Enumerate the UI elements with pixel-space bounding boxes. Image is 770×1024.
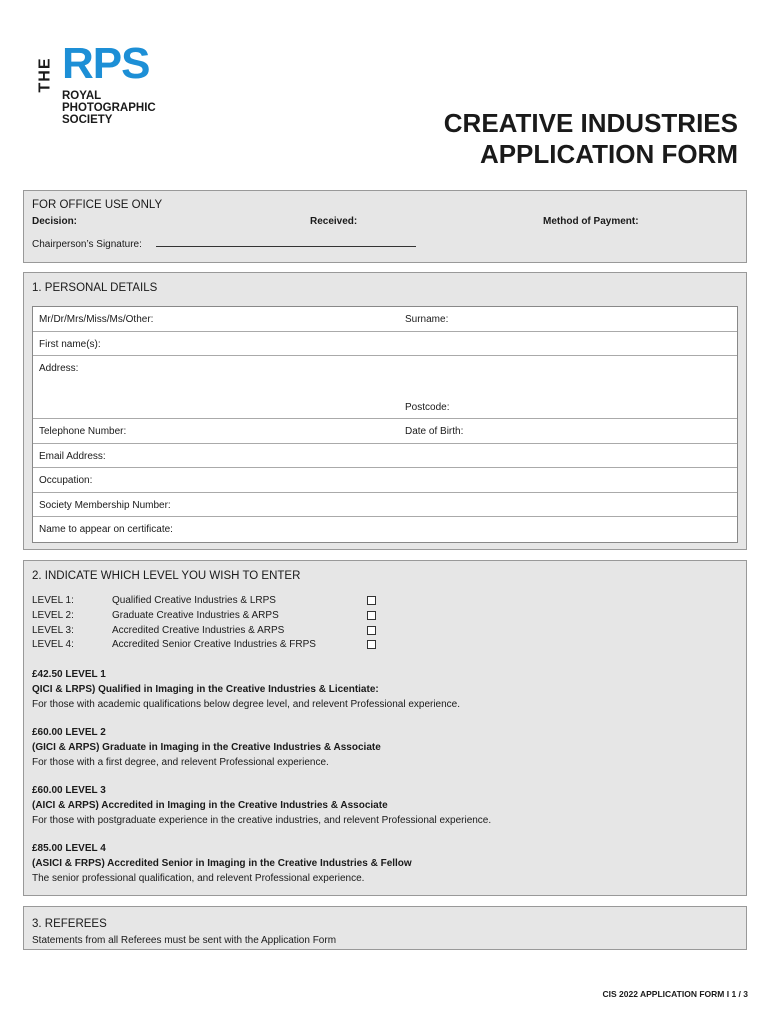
level-description: The senior professional qualification, and relevent Professional experience.	[32, 873, 365, 884]
address-field-label[interactable]: Address:	[39, 363, 79, 374]
membership-row	[33, 493, 737, 518]
level-code: LEVEL 3:	[32, 625, 74, 636]
level-name: Qualified Creative Industries & LRPS	[112, 595, 276, 606]
first-names-row	[33, 332, 737, 357]
telephone-dob-row	[33, 419, 737, 444]
level-4-checkbox[interactable]	[367, 640, 376, 649]
signature-line[interactable]	[156, 246, 416, 247]
occupation-field-label[interactable]: Occupation:	[39, 475, 93, 486]
address-row	[33, 356, 737, 419]
referees-panel	[23, 906, 747, 950]
membership-field-label[interactable]: Society Membership Number:	[39, 499, 171, 511]
level-name: Accredited Senior Creative Industries & FRPS	[112, 639, 316, 650]
chairperson-signature-label: Chairperson’s Signature:	[32, 239, 142, 250]
level-detail	[32, 725, 732, 770]
personal-details-heading: 1. PERSONAL DETAILS	[32, 282, 158, 294]
logo-line-society: SOCIETY	[62, 114, 113, 126]
title-surname-row	[33, 307, 737, 332]
occupation-row	[33, 468, 737, 493]
level-option	[32, 595, 372, 609]
logo-line-photographic: PHOTOGRAPHIC	[62, 102, 156, 114]
level-code: LEVEL 1:	[32, 595, 74, 606]
payment-method-label: Method of Payment:	[543, 216, 639, 227]
level-detail	[32, 783, 732, 828]
level-qualification: (ASICI & FRPS) Accredited Senior in Imaging in the Creative Industries & Fellow	[32, 858, 412, 869]
level-heading: 2. INDICATE WHICH LEVEL YOU WISH TO ENTER	[32, 570, 301, 582]
level-option	[32, 639, 372, 653]
level-description: For those with postgraduate experience in the creative industries, and relevent Professional experience.	[32, 815, 492, 826]
referees-heading: 3. REFEREES	[32, 918, 107, 930]
level-qualification: (AICI & ARPS) Accredited in Imaging in the Creative Industries & Associate	[32, 800, 388, 811]
level-price: £85.00 LEVEL 4	[32, 843, 106, 854]
decision-label: Decision:	[32, 216, 78, 227]
level-qualification: (GICI & ARPS) Graduate in Imaging in the Creative Industries & Associate	[32, 742, 381, 753]
level-price: £42.50 LEVEL 1	[32, 669, 106, 680]
office-use-panel	[23, 190, 747, 263]
level-price: £60.00 LEVEL 3	[32, 785, 106, 796]
level-detail	[32, 667, 732, 712]
level-2-checkbox[interactable]	[367, 611, 376, 620]
level-option	[32, 625, 372, 639]
logo-subtitle	[62, 90, 156, 126]
personal-details-table	[32, 306, 738, 543]
level-name: Accredited Creative Industries & ARPS	[112, 625, 285, 636]
certificate-name-field-label[interactable]: Name to appear on certificate:	[39, 524, 173, 535]
level-1-checkbox[interactable]	[367, 596, 376, 605]
title-field-label[interactable]: Mr/Dr/Mrs/Miss/Ms/Other:	[39, 314, 154, 325]
level-qualification: QICI & LRPS) Qualified in Imaging in the Creative Industries & Licentiate:	[32, 684, 379, 695]
level-description: For those with a first degree, and relevent Professional experience.	[32, 757, 329, 768]
level-code: LEVEL 4:	[32, 639, 74, 650]
rps-logo	[36, 39, 176, 134]
personal-details-panel	[23, 272, 747, 550]
logo-rps-text: RPS	[62, 39, 150, 88]
telephone-field-label[interactable]: Telephone Number:	[39, 426, 127, 437]
email-row	[33, 444, 737, 469]
office-use-heading: FOR OFFICE USE ONLY	[32, 199, 163, 211]
referees-note: Statements from all Referees must be sent with the Application Form	[32, 935, 337, 946]
form-title-line2: APPLICATION FORM	[479, 139, 738, 169]
logo-line-royal: ROYAL	[62, 90, 102, 102]
level-price: £60.00 LEVEL 2	[32, 727, 106, 738]
dob-field-label[interactable]: Date of Birth:	[405, 426, 464, 437]
first-names-field-label[interactable]: First name(s):	[39, 338, 101, 350]
surname-field-label[interactable]: Surname:	[405, 314, 449, 325]
postcode-field-label[interactable]: Postcode:	[405, 402, 450, 413]
form-title	[444, 108, 738, 170]
logo-the	[36, 54, 56, 96]
level-3-checkbox[interactable]	[367, 626, 376, 635]
page-footer: CIS 2022 APPLICATION FORM I 1 / 3	[602, 989, 748, 999]
level-option	[32, 610, 372, 624]
level-selection-panel	[23, 560, 747, 896]
level-code: LEVEL 2:	[32, 610, 74, 621]
logo-the-text: THE	[36, 57, 54, 93]
email-field-label[interactable]: Email Address:	[39, 450, 106, 462]
level-detail	[32, 841, 732, 886]
form-title-line1: CREATIVE INDUSTRIES	[443, 108, 738, 138]
level-description: For those with academic qualifications below degree level, and relevent Professional experience.	[32, 699, 461, 710]
certificate-name-row	[33, 517, 737, 542]
level-name: Graduate Creative Industries & ARPS	[112, 610, 279, 621]
received-label: Received:	[310, 216, 358, 227]
